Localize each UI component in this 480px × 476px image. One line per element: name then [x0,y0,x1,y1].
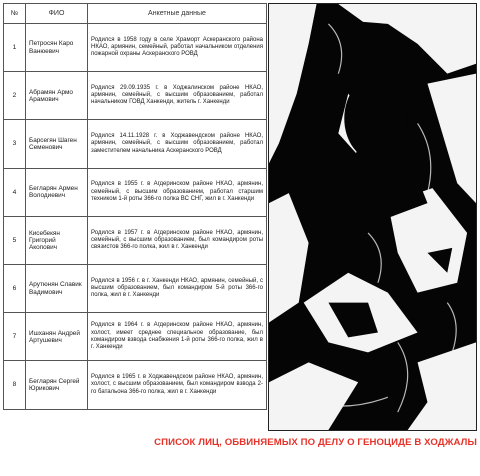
person-details: Родился 14.11.1928 г. в Ходжавендском районе НКАО, армянин, семейный, с высшим образованием, работал заместителем начальника Аскеранского РОВД [88,120,267,168]
table-header-row [4,4,267,24]
person-name: Ишханян Андрей Артушевич [26,313,88,361]
table-row [4,313,267,361]
person-name: Петросян Каро Ванюевич [26,24,88,72]
person-name: Бегларян Сергей Юрикович [26,361,88,409]
table-row [4,216,267,264]
table-row [4,264,267,312]
person-details: Родился в 1956 г. в г. Ханкенди НКАО, армянин, семейный, с высшим образованием, был командиром 5-й роты 366-го полка, жил в г. Ханкенди [88,264,267,312]
row-number: 4 [4,168,26,216]
person-name: Абрамян Армо Арамович [26,72,88,120]
accused-list-table [3,3,267,410]
person-details: Родился в 1964 г. в Агдеринском районе НКАО, армянин, холост, имеет среднее специальное образование, был командиром взвода снабжения 1-й роты 366-го полка, жил в г. Ханкенди [88,313,267,361]
row-number: 3 [4,120,26,168]
person-details: Родился в 1958 году в селе Храморт Аскеранского района НКАО, армянин, семейный, работал начальником отделения пожарной охраны Аскеранского РОВД [88,24,267,72]
person-details: Родился в 1957 г. в Агдеринском районе НКАО, армянин, семейный, с высшим образованием, был командиром роты связистов 366-го полка, жил в г. Ханкенди [88,216,267,264]
caption: СПИСОК ЛИЦ, ОБВИНЯЕМЫХ ПО ДЕЛУ О ГЕНОЦИДЕ В ХОДЖАЛЫ [154,437,477,448]
person-details: Родился в 1965 г. в Ходжавендском районе НКАО, армянин, холост, с высшим образованием, был командиром взвода 2-го батальона 366-го полка, жил в г. Ханкенди [88,361,267,409]
person-details: Родился в 1955 г. в Агдеринском районе НКАО, армянин, семейный, с высшим образованием, работал старшим техником 1-й роты 366-го полка ВС СНГ, жил в г. Ханкенди [88,168,267,216]
person-name: Барсегян Шаген Семенович [26,120,88,168]
table-row [4,120,267,168]
row-number: 7 [4,313,26,361]
person-details: Родился 29.09.1935 г. в Ходжалинском районе НКАО, армянин, семейный, с высшим образованием, работал начальником ГОВД Ханкенди, житель г. Ханкенди [88,72,267,120]
column-header-full-name: ФИО [26,4,88,24]
row-number: 1 [4,24,26,72]
table-row [4,72,267,120]
person-name: Кисебекян Григорий Акопович [26,216,88,264]
person-name: Бегларян Армен Володиевич [26,168,88,216]
portrait-photo [268,3,477,431]
row-number: 5 [4,216,26,264]
row-number: 8 [4,361,26,409]
table-row [4,361,267,409]
row-number: 6 [4,264,26,312]
table-row [4,24,267,72]
column-header-number: № [4,4,26,24]
person-name: Арутюнян Славик Вадимович [26,264,88,312]
row-number: 2 [4,72,26,120]
column-header-personal-data: Анкетные данные [88,4,267,24]
table-row [4,168,267,216]
